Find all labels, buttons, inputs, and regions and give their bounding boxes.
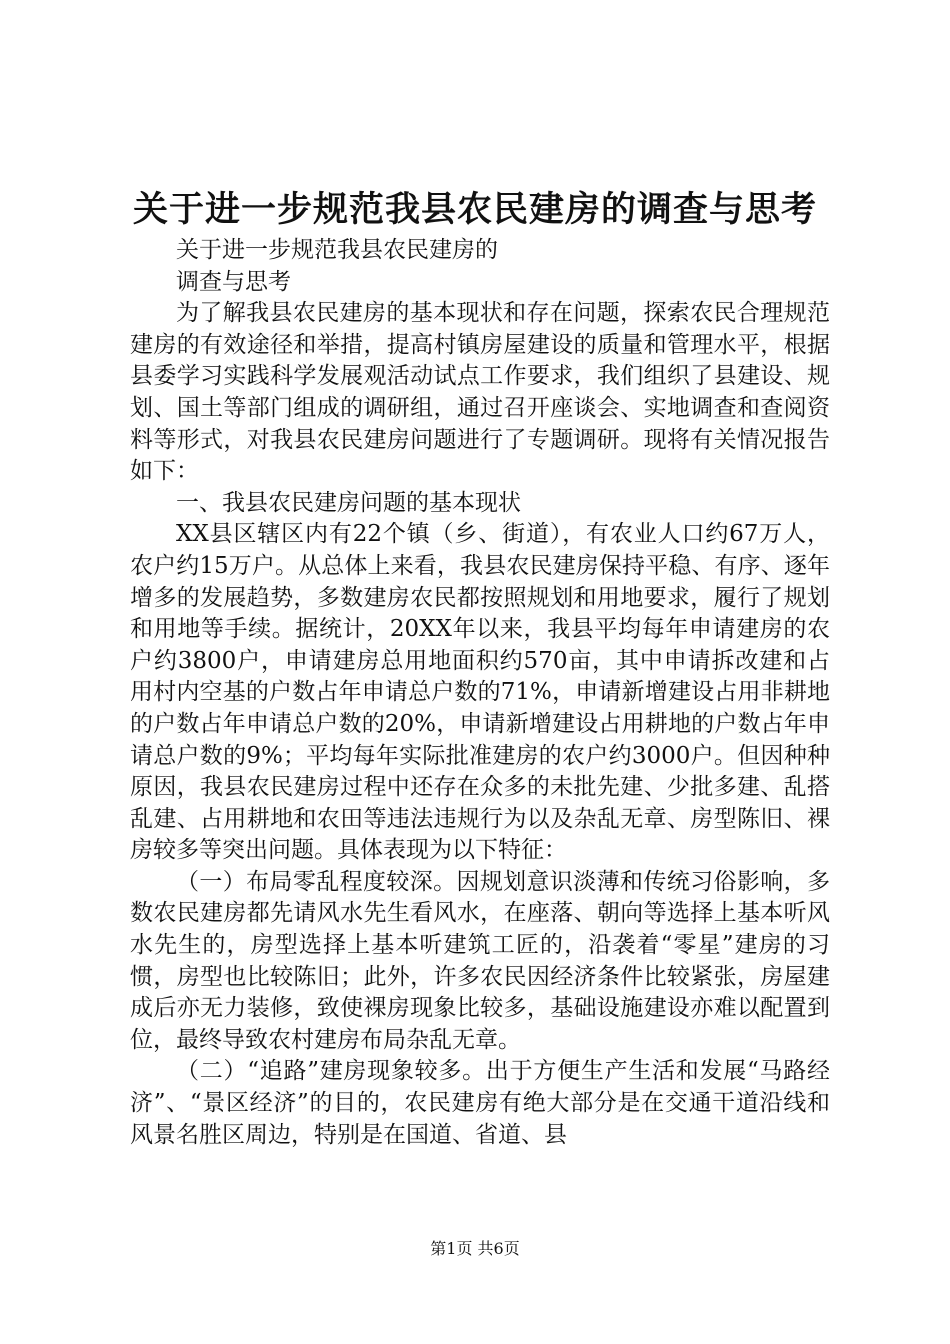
page-footer: 第1页 共6页	[430, 1239, 520, 1258]
subtitle-line-2: 调查与思考	[176, 268, 291, 295]
document-body	[130, 235, 830, 1151]
section-heading-1: 一、我县农民建房问题的基本现状	[176, 489, 521, 516]
feature-paragraph-1: （一）布局零乱程度较深。因规划意识淡薄和传统习俗影响，多数农民建房都先请风水先生看风水，在座落、朝向等选择上基本听风水先生的，房型选择上基本听建筑工匠的，沿袭着“零星”建房的习惯，房型也比较陈旧；此外，许多农民因经济条件比较紧张，房屋建成后亦无力装修，致使裸房现象比较多，基础设施建设亦难以配置到位，最终导致农村建房布局杂乱无章。	[130, 868, 830, 1053]
subtitle-line-1: 关于进一步规范我县农民建房的	[176, 237, 498, 263]
feature-paragraph-2: （二）“追路”建房现象较多。出于方便生产生活和发展“马路经济”、“景区经济”的目的，农民建房有绝大部分是在交通干道沿线和风景名胜区周边，特别是在国道、省道、县	[130, 1058, 830, 1148]
document-title: 关于进一步规范我县农民建房的调查与思考	[132, 189, 817, 230]
intro-paragraph: 为了解我县农民建房的基本现状和存在问题，探索农民合理规范建房的有效途径和举措，提高村镇房屋建设的质量和管理水平，根据县委学习实践科学发展观活动试点工作要求，我们组织了县建设、规划、国土等部门组成的调研组，通过召开座谈会、实地调查和查阅资料等形式，对我县农民建房问题进行了专题调研。现将有关情况报告如下：	[130, 300, 830, 485]
status-paragraph: XX县区辖区内有22个镇（乡、街道），有农业人口约67万人，农户约15万户。从总体上来看，我县农民建房保持平稳、有序、逐年增多的发展趋势，多数建房农民都按照规划和用地要求，履行了规划和用地等手续。据统计，20XX年以来，我县平均每年申请建房的农户约3800户，申请建房总用地面积约570亩，其中申请拆改建和占用村内空基的户数占年申请总户数的71%，申请新增建设占用非耕地的户数占年申请总户数的20%，申请新增建设占用耕地的户数占年申请总户数的9%；平均每年实际批准建房的农户约3000户。但因种种原因，我县农民建房过程中还存在众多的未批先建、少批多建、乱搭乱建、占用耕地和农田等违法违规行为以及杂乱无章、房型陈旧、裸房较多等突出问题。具体表现为以下特征：	[130, 521, 830, 864]
